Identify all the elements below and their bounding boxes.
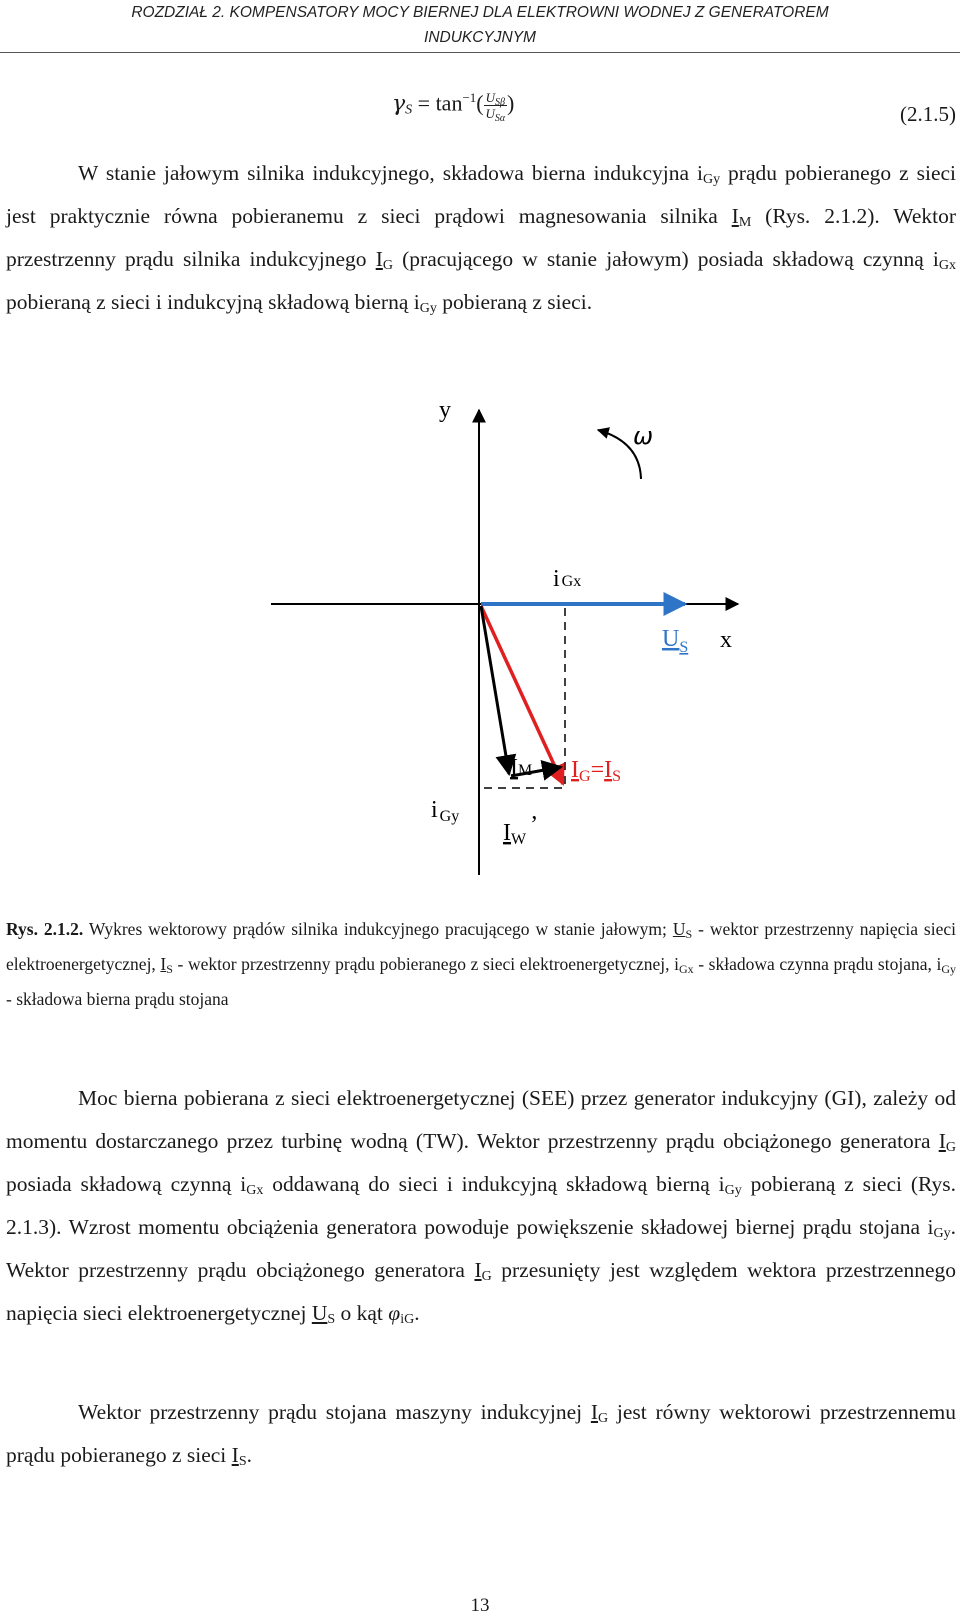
igx-sub: Gx — [561, 573, 582, 590]
p2-sub: Gy — [724, 1183, 742, 1198]
p1-vector: I — [731, 204, 739, 228]
p1-sub: Gy — [702, 172, 721, 187]
us-sub: S — [679, 639, 689, 656]
p3-vector: I — [231, 1443, 239, 1467]
igy-letter: i — [431, 797, 438, 823]
igx-letter: i — [553, 566, 560, 592]
eq-sup: −1 — [462, 90, 477, 106]
p2-phi: φ — [388, 1301, 401, 1325]
caption-sub: Gx — [678, 962, 694, 976]
igy-label — [431, 797, 459, 825]
p3-text: Wektor przestrzenny prądu stojana maszyny indukcyjnej — [78, 1400, 591, 1424]
vector-diagram-svg — [0, 380, 960, 880]
p2-text: . — [414, 1301, 420, 1325]
p2-sub: G — [945, 1140, 956, 1155]
igx-label — [553, 566, 581, 592]
p2-text: . Wektor przestrzenny prądu obciążonego generatora — [6, 1215, 956, 1282]
eq-fraction — [484, 90, 507, 124]
caption-sub: S — [166, 962, 173, 976]
equation-2-1-5 — [0, 90, 960, 150]
eq-den-u: U — [485, 106, 495, 121]
header-rule — [0, 52, 960, 53]
is-letter: I — [604, 757, 613, 783]
iw-mark: ’ — [530, 812, 539, 838]
us-label — [662, 626, 688, 656]
p2-sub: Gy — [933, 1226, 951, 1241]
omega-label: ω — [633, 422, 654, 450]
p1-sub: M — [738, 215, 752, 230]
p2-vector: U — [311, 1301, 328, 1325]
p2-text: oddawaną do sieci i indukcyjną składową bierną i — [263, 1172, 725, 1196]
p1-vector: I — [375, 247, 383, 271]
p1-sub: Gx — [938, 258, 956, 273]
p2-sub: G — [481, 1269, 492, 1284]
caption-text: Wykres wektorowy prądów silnika indukcyjnego pracującego w stanie jałowym; — [83, 919, 673, 939]
p3-sub: G — [598, 1411, 609, 1426]
eq-den-sub: Sα — [494, 113, 506, 124]
p2-text: o kąt — [335, 1301, 389, 1325]
p2-vector: I — [938, 1129, 946, 1153]
eq-close-paren: ) — [507, 90, 515, 116]
p1-text: pobieraną z sieci. — [436, 290, 593, 314]
caption-sub: Gy — [941, 962, 956, 976]
paragraph-3 — [6, 1391, 956, 1477]
eq-num-u: U — [485, 90, 496, 105]
p2-text: przesunięty jest względem wektora przestrzennego napięcia sieci elektroenergetycznej — [6, 1258, 956, 1325]
caption-vector: I — [160, 954, 167, 974]
equation-formula — [392, 90, 515, 124]
p1-text: (pracującego w stanie jałowym) posiada składową czynną i — [392, 247, 939, 271]
im-label — [510, 755, 532, 781]
eq-open-paren: ( — [476, 90, 484, 116]
p1-text: W stanie jałowym silnika indukcyjnego, składowa bierna indukcyjna i — [78, 161, 703, 185]
im-sub: M — [518, 762, 533, 779]
p1-sub: G — [382, 258, 393, 273]
p1-sub: Gy — [419, 301, 437, 316]
caption-text: - składowa bierna prądu stojana — [6, 989, 229, 1009]
p2-text: posiada składową czynną i — [6, 1172, 247, 1196]
caption-text: - składowa czynna prądu stojana, i — [693, 954, 942, 974]
im-vector — [481, 606, 509, 774]
p2-sub: iG — [400, 1312, 415, 1327]
running-header — [0, 0, 960, 50]
caption-text: - wektor przestrzenny napięcia sieci elektroenergetycznej, — [6, 919, 956, 974]
x-axis-label: x — [720, 627, 732, 653]
ig-vector — [481, 606, 563, 784]
caption-vector: U — [672, 919, 686, 939]
p3-sub: S — [238, 1454, 247, 1469]
p2-sub: Gx — [246, 1183, 264, 1198]
equation-number: (2.1.5) — [900, 102, 956, 126]
p2-vector: I — [474, 1258, 482, 1282]
p2-text: Moc bierna pobierana z sieci elektroenergetycznej (SEE) przez generator indukcyjny (GI), zależy od momentu dostarczanego przez turbinę wodną (TW). Wektor przestrzenny prądu obciążonego generatora — [6, 1086, 956, 1153]
p1-text: pobieraną z sieci i indukcyjną składową bierną i — [6, 290, 420, 314]
eq-gamma-sub: S — [405, 102, 413, 118]
caption-sub: S — [685, 927, 693, 941]
p2-sub: S — [327, 1312, 336, 1327]
caption-label: Rys. 2.1.2. — [6, 919, 84, 939]
us-letter: U — [662, 626, 680, 652]
ig-sub: G — [579, 768, 591, 785]
figure-caption — [6, 912, 956, 1017]
paragraph-2 — [6, 1077, 956, 1335]
p3-text: jest równy wektorowi przestrzennemu prądu pobieranego z sieci — [6, 1400, 956, 1467]
eq-numerator — [484, 90, 507, 106]
igy-sub: Gy — [439, 808, 460, 825]
im-letter: I — [510, 755, 518, 781]
eq-denominator — [484, 106, 507, 124]
is-sub: S — [612, 768, 622, 785]
ig-is-label — [571, 757, 621, 785]
header-line-2: INDUKCYJNYM — [424, 29, 536, 46]
vector-diagram — [0, 380, 960, 880]
p2-text: pobieraną z sieci (Rys. 2.1.3). Wzrost momentu obciążenia generatora powoduje powiększenie składowej biernej prądu stojana i — [6, 1172, 956, 1239]
iw-letter: I — [503, 820, 511, 846]
page-number: 13 — [470, 1595, 490, 1616]
ig-eq-sign: = — [590, 757, 605, 783]
p1-text: (Rys. 2.1.2). Wektor przestrzenny prądu silnika indukcyjnego — [6, 204, 956, 271]
eq-num-sub: Sβ — [495, 97, 505, 108]
p3-vector: I — [590, 1400, 599, 1424]
p1-text: prądu pobieranego z sieci jest praktycznie równa pobieranemu z sieci prądowi magnesowania silnika — [6, 161, 956, 228]
caption-text: - wektor przestrzenny prądu pobieranego z sieci elektroenergetycznej, i — [172, 954, 679, 974]
p3-text: . — [246, 1443, 252, 1467]
y-axis-label: y — [439, 397, 451, 423]
eq-op: = tan — [412, 90, 463, 116]
iw-sub: W — [511, 831, 527, 848]
eq-gamma: γ — [392, 91, 406, 117]
paragraph-1 — [6, 152, 956, 324]
iw-label — [503, 812, 538, 848]
header-line-1: ROZDZIAŁ 2. KOMPENSATORY MOCY BIERNEJ DLA ELEKTROWNI WODNEJ Z GENERATOREM — [131, 4, 829, 21]
ig-letter: I — [571, 757, 579, 783]
